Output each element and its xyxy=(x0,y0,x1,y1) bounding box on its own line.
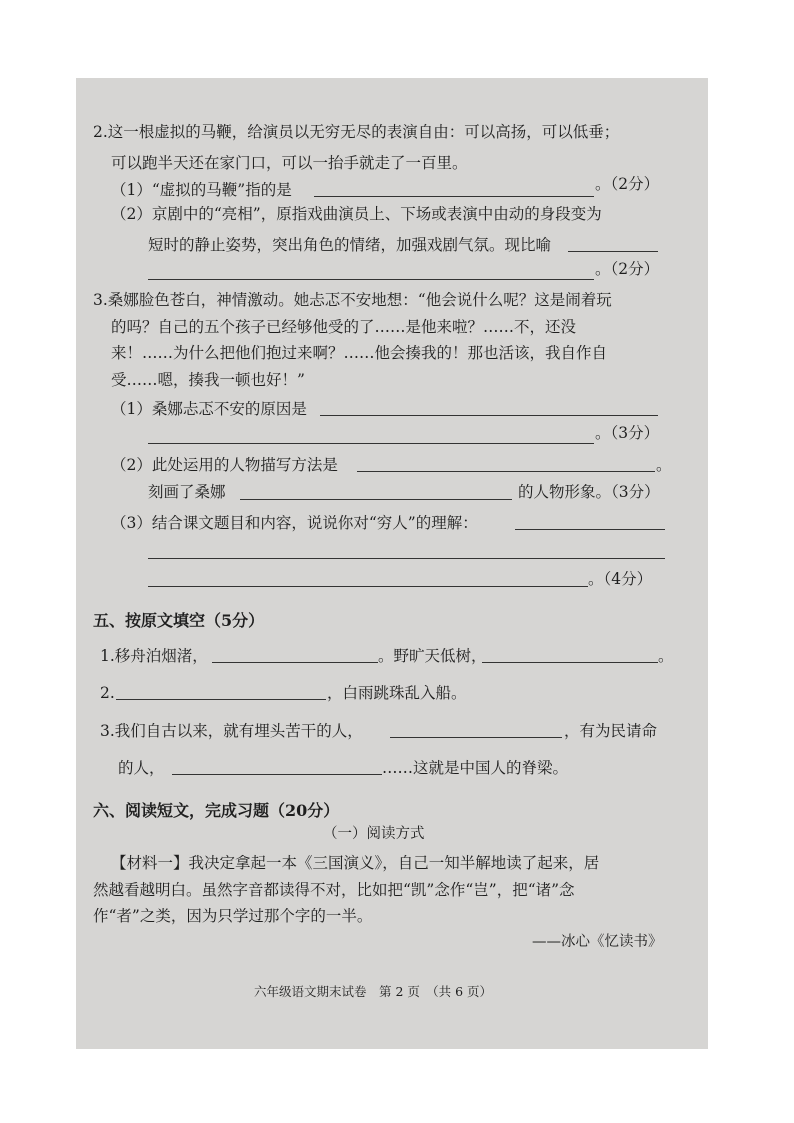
q3-sub3-prompt: （3）结合课文题目和内容，说说你对“穷人”的理解： xyxy=(111,514,478,532)
section-6-subtitle: （一）阅读方式 xyxy=(323,826,425,842)
q2-sub2-answer-line-b[interactable] xyxy=(148,279,594,280)
q3-sub3-score: 。（4分） xyxy=(588,570,653,588)
s5-item3-line-1-suffix: ，有为民请命 xyxy=(564,722,658,740)
section-5-title: 五、按原文填空（5分） xyxy=(93,611,265,630)
section-6-title: 六、阅读短文，完成习题（20分） xyxy=(93,801,340,820)
q2-sub1-prompt: （1）“虚拟的马鞭”指的是 xyxy=(111,181,292,199)
s5-item3-line-1: 3.我们自古以来，就有埋头苦干的人， xyxy=(100,722,363,740)
q3-sub1-score: 。（3分） xyxy=(595,424,660,442)
q2-sub1-answer-line[interactable] xyxy=(314,196,594,197)
q3-stem-line-1: 3.桑娜脸色苍白，神情激动。她忐忑不安地想：“他会说什么呢？这是闹着玩 xyxy=(93,291,612,309)
q3-sub2-line-2-prefix: 刻画了桑娜 xyxy=(148,483,226,501)
q3-sub2-end: 。 xyxy=(656,456,672,474)
exam-page xyxy=(76,78,708,1049)
q3-sub2-answer-line-a[interactable] xyxy=(357,471,655,472)
q2-stem-line-1: 2.这一根虚拟的马鞭，给演员以无穷无尽的表演自由：可以高扬，可以低垂； xyxy=(93,123,620,141)
q3-sub3-answer-line-a[interactable] xyxy=(515,529,665,530)
s5-item3-answer-b[interactable] xyxy=(172,774,382,775)
s5-item3-answer-a[interactable] xyxy=(390,737,562,738)
q3-sub3-answer-line-c[interactable] xyxy=(148,586,588,587)
s5-item1-answer-b[interactable] xyxy=(482,662,658,663)
page-footer: 六年级语文期末试卷 第 2 页 （共 6 页） xyxy=(254,984,493,999)
s5-item2-answer[interactable] xyxy=(116,699,326,700)
material-1-line-3: 作“者”之类，因为只学过那个字的一半。 xyxy=(93,907,373,925)
q2-sub2-answer-line-a[interactable] xyxy=(568,251,658,252)
q3-sub3-answer-line-b[interactable] xyxy=(148,558,665,559)
s5-item1-prefix: 1.移舟泊烟渚， xyxy=(100,647,208,665)
s5-item3-line-2-prefix: 的人， xyxy=(118,759,165,777)
q3-stem-line-3: 来！……为什么把他们抱过来啊？……他会揍我的！那也活该，我自作自 xyxy=(111,344,608,362)
q2-sub2-line-2: 短时的静止姿势，突出角色的情绪，加强戏剧气氛。现比喻 xyxy=(148,236,552,254)
s5-item1-mid: 。野旷天低树， xyxy=(378,647,487,665)
s5-item1-end: 。 xyxy=(658,647,674,665)
q3-stem-line-2: 的吗？自己的五个孩子已经够他受的了……是他来啦？……不，还没 xyxy=(111,318,577,336)
q3-sub1-prompt: （1）桑娜忐忑不安的原因是 xyxy=(111,400,307,418)
s5-item2-suffix: ，白雨跳珠乱入船。 xyxy=(327,684,467,702)
s5-item2-prefix: 2. xyxy=(100,684,115,702)
q3-sub1-answer-line-a[interactable] xyxy=(320,415,658,416)
q2-sub2-line-1: （2）京剧中的“亮相”，原指戏曲演员上、下场或表演中由动的身段变为 xyxy=(111,205,602,223)
q3-sub2-answer-line-b[interactable] xyxy=(240,499,512,500)
q3-stem-line-4: 受……嗯，揍我一顿也好！” xyxy=(111,371,305,389)
material-1-line-2: 然越看越明白。虽然字音都读得不对，比如把“凯”念作“岂”，把“诸”念 xyxy=(93,881,575,899)
q2-sub2-score: 。（2分） xyxy=(595,260,660,278)
q2-stem-line-2: 可以跑半天还在家门口，可以一抬手就走了一百里。 xyxy=(111,154,468,172)
material-1-source: ——冰心《忆读书》 xyxy=(532,934,663,950)
q3-sub1-answer-line-b[interactable] xyxy=(148,443,594,444)
s5-item3-line-2-suffix: ……这就是中国人的脊梁。 xyxy=(382,759,569,777)
q3-sub2-prompt: （2）此处运用的人物描写方法是 xyxy=(111,456,338,474)
q3-sub2-line-2-suffix: 的人物形象。（3分） xyxy=(518,483,660,501)
q2-sub1-score: 。（2分） xyxy=(595,175,660,193)
material-1-line-1: 【材料一】我决定拿起一本《三国演义》，自己一知半解地读了起来，居 xyxy=(111,854,600,872)
s5-item1-answer-a[interactable] xyxy=(212,662,378,663)
